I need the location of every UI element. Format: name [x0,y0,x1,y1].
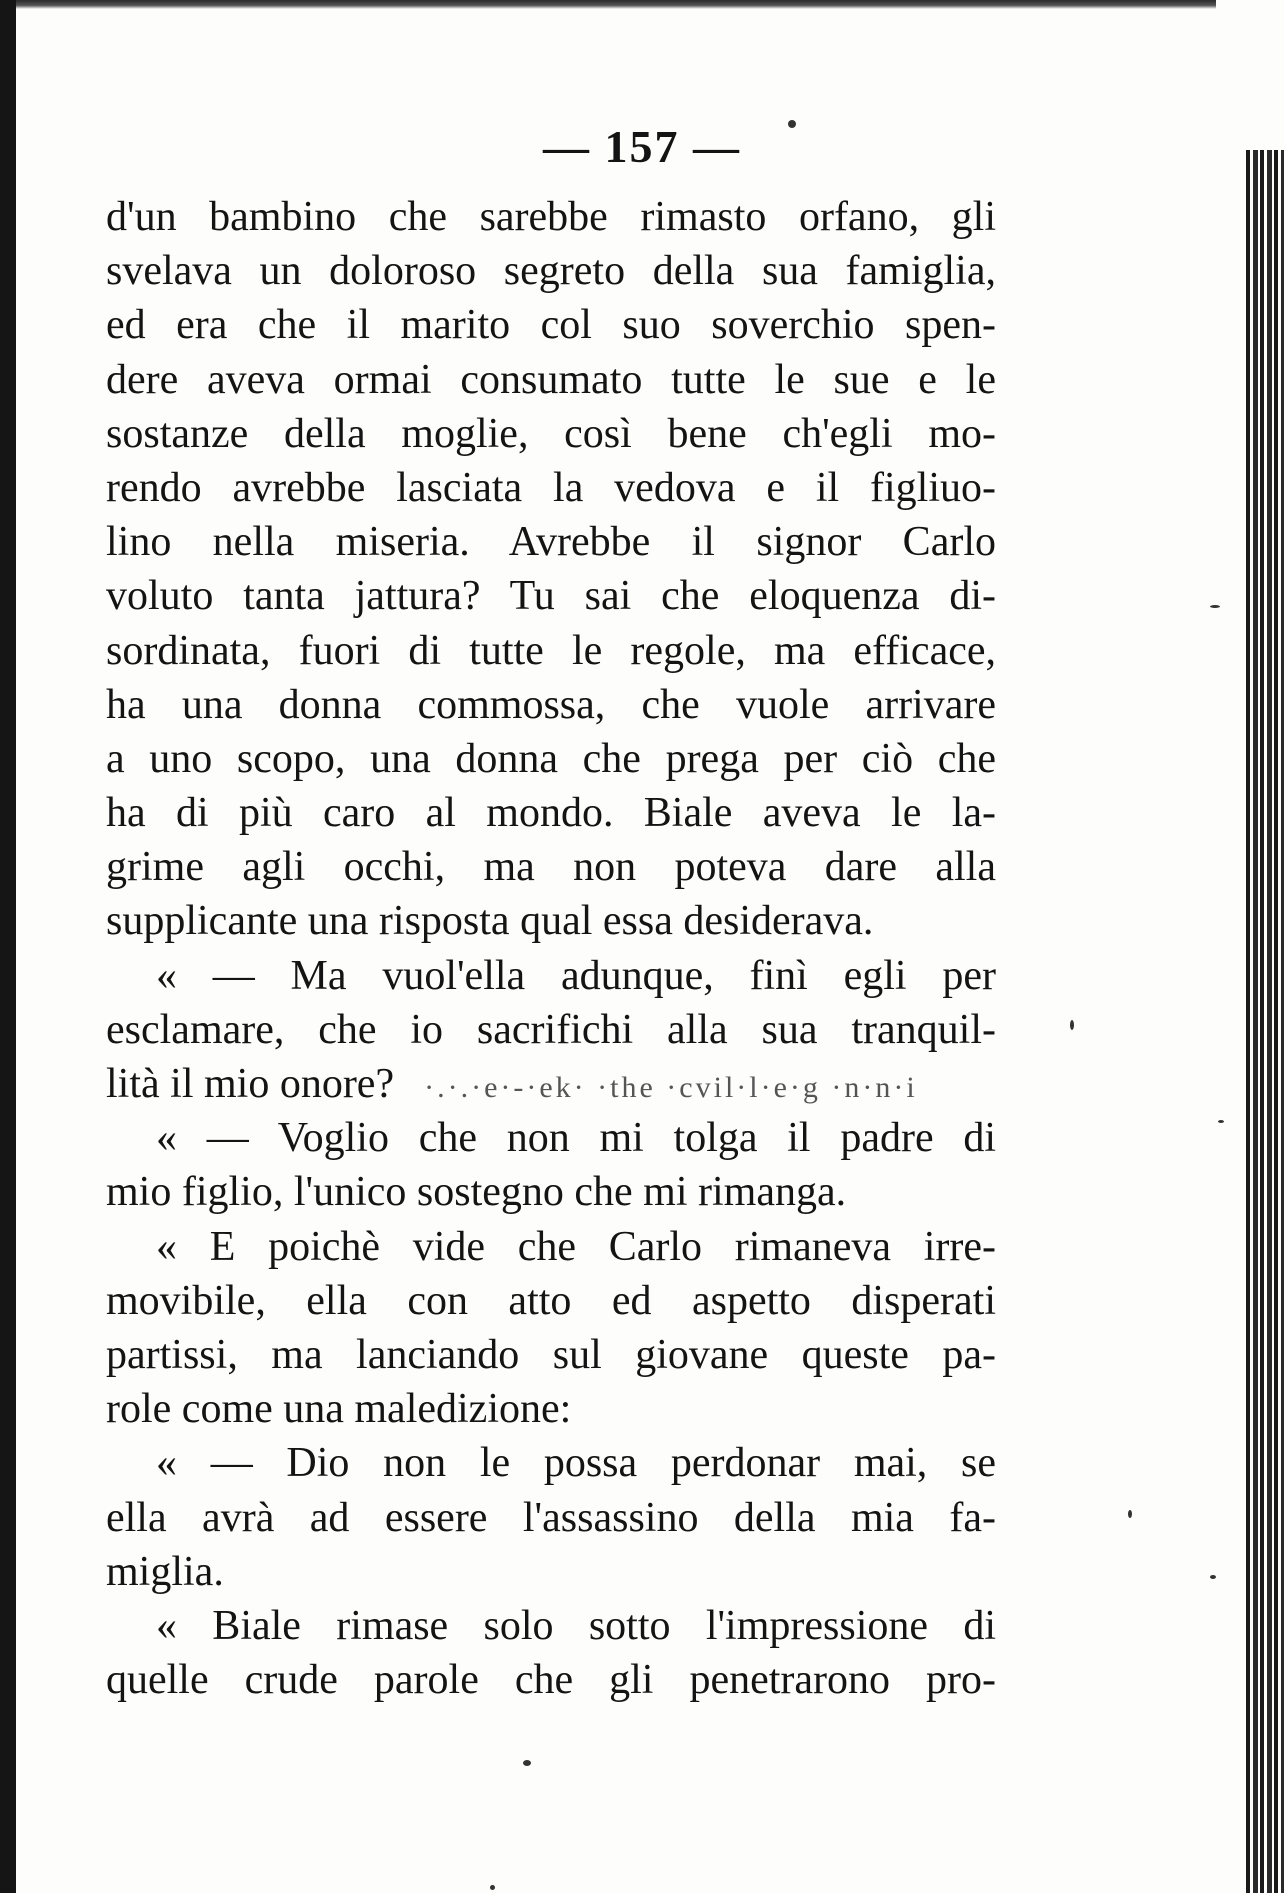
page-top-edge-shadow [16,0,1216,9]
text-line: ed era che il marito col suo soverchio spen- [106,302,996,349]
ink-speck [1128,1510,1132,1518]
ink-speck [1210,1575,1216,1579]
text-line: miglia. [106,1548,224,1595]
text-line: dere aveva ormai consumato tutte le sue e le [106,356,996,403]
text-line: sordinata, fuori di tutte le regole, ma efficace, [106,627,996,674]
text-line: « Biale rimase solo sotto l'impressione di [156,1602,996,1649]
page-left-edge-shadow [0,0,16,1893]
text-line: ha una donna commossa, che vuole arrivare [106,681,996,728]
text-line: sostanze della moglie, così bene ch'egli mo- [106,410,996,457]
text-line: « — Voglio che non mi tolga il padre di [156,1115,996,1162]
text-line: ella avrà ad essere l'assassino della mia fa- [106,1494,996,1541]
text-line: lino nella miseria. Avrebbe il signor Carlo [106,519,996,566]
text-line-with-bleed [106,1057,996,1111]
text-line: a uno scopo, una donna che prega per ciò che [106,735,996,782]
text-line: ha di più caro al mondo. Biale aveva le la- [106,790,996,837]
text-line: role come una maledizione: [106,1386,572,1433]
text-line: grime agli occhi, ma non poteva dare alla [106,844,996,891]
ink-speck [523,1760,531,1766]
text-line: voluto tanta jattura? Tu sai che eloquenza di- [106,573,996,620]
text-line: « — Dio non le possa perdonar mai, se [156,1440,996,1487]
text-line: d'un bambino che sarebbe rimasto orfano, gli [106,194,996,240]
page-number: — 157 — [543,121,741,172]
text-line: rendo avrebbe lasciata la vedova e il figliuo- [106,464,996,511]
text-line: « — Ma vuol'ella adunque, finì egli per [156,952,996,999]
ink-speck [1070,1020,1074,1030]
text-line: quelle crude parole che gli penetrarono pro- [106,1657,996,1704]
text-line: movibile, ella con atto ed aspetto disperati [106,1277,996,1324]
ink-speck [1218,1120,1224,1123]
text-line: partissi, ma lanciando sul giovane queste pa- [106,1331,996,1378]
text-line: supplicante una risposta qual essa desiderava. [106,898,874,945]
text-line: « E poichè vide che Carlo rimaneva irre- [156,1223,996,1270]
page-right-edge-shadow [1246,150,1284,1893]
ink-speck [490,1885,495,1890]
text-line: lità il mio onore? [106,1061,395,1107]
body-text [106,190,996,1707]
bleed-through-text: ·.·.·e·-·ek· ·the ·cvil·l·e·g ·n·n·i [424,1071,918,1104]
text-line: esclamare, che io sacrifichi alla sua tranquil- [106,1006,996,1053]
text-line: mio figlio, l'unico sostegno che mi rimanga. [106,1169,847,1216]
text-line: svelava un doloroso segreto della sua famiglia, [106,248,996,295]
ink-speck [1210,605,1220,608]
